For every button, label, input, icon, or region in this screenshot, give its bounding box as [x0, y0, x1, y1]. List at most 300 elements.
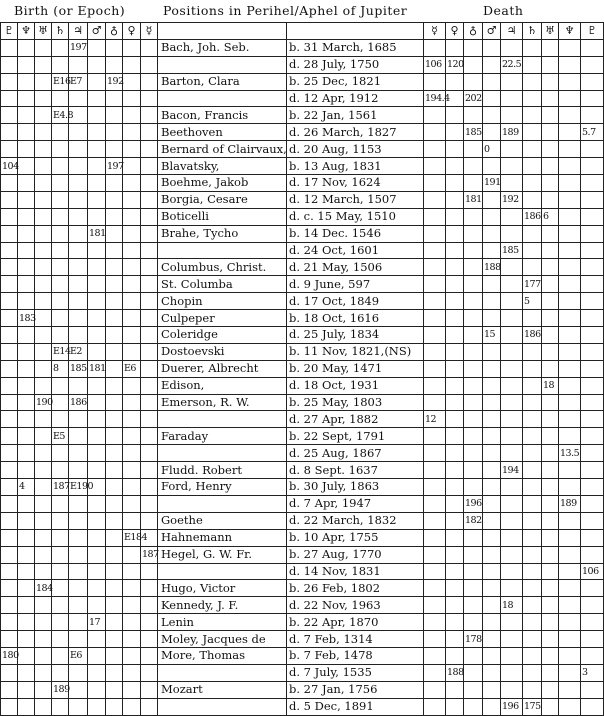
person-name: Bacon, Francis — [158, 107, 287, 124]
person-name: Mozart — [158, 681, 287, 698]
birth-position-cell — [18, 242, 35, 259]
death-position-cell — [483, 56, 501, 73]
death-position-cell: 188 — [446, 664, 464, 681]
death-position-cell — [501, 343, 523, 360]
birth-position-cell — [106, 225, 123, 242]
birth-position-cell — [69, 580, 88, 597]
birth-position-cell — [88, 529, 106, 546]
birth-position-cell — [69, 546, 88, 563]
birth-position-cell — [123, 479, 141, 496]
birth-position-cell — [18, 580, 35, 597]
birth-position-cell — [141, 327, 158, 344]
birth-position-cell — [123, 56, 141, 73]
death-position-cell — [483, 158, 501, 175]
jupiter-icon: ♃ — [69, 23, 88, 40]
birth-position-cell — [123, 107, 141, 124]
death-position-cell — [559, 225, 581, 242]
death-position-cell — [464, 141, 483, 158]
birth-position-cell — [35, 158, 52, 175]
person-name: Boehme, Jakob — [158, 175, 287, 192]
death-position-cell — [446, 225, 464, 242]
birth-position-cell — [69, 191, 88, 208]
table-row — [1, 124, 604, 141]
death-position-cell — [446, 377, 464, 394]
table-row — [1, 90, 604, 107]
birth-position-cell — [141, 631, 158, 648]
birth-position-cell — [52, 141, 69, 158]
birth-position-cell — [35, 614, 52, 631]
event-date: d. 20 Aug, 1153 — [287, 141, 424, 158]
death-position-cell — [483, 343, 501, 360]
birth-position-cell — [18, 428, 35, 445]
death-position-cell — [424, 631, 446, 648]
birth-position-cell: 17 — [88, 614, 106, 631]
death-position-cell: 5 — [523, 293, 542, 310]
birth-position-cell — [69, 259, 88, 276]
death-position-cell — [483, 73, 501, 90]
death-position-cell: 185 — [464, 124, 483, 141]
birth-position-cell — [1, 124, 18, 141]
death-position-cell — [424, 208, 446, 225]
death-position-cell — [424, 614, 446, 631]
birth-position-cell — [52, 614, 69, 631]
birth-position-cell — [123, 631, 141, 648]
birth-position-cell: 4 — [18, 479, 35, 496]
birth-position-cell — [1, 664, 18, 681]
birth-position-cell — [52, 563, 69, 580]
death-position-cell — [483, 529, 501, 546]
table-row — [1, 681, 604, 698]
death-position-cell — [424, 124, 446, 141]
birth-position-cell — [123, 73, 141, 90]
birth-position-cell — [69, 563, 88, 580]
birth-position-cell — [18, 664, 35, 681]
person-name: Boticelli — [158, 208, 287, 225]
death-position-cell: 3 — [581, 664, 604, 681]
birth-position-cell — [1, 428, 18, 445]
event-date: d. 7 July, 1535 — [287, 664, 424, 681]
birth-position-cell — [35, 208, 52, 225]
death-position-cell — [483, 563, 501, 580]
birth-position-cell — [106, 343, 123, 360]
birth-position-cell — [18, 698, 35, 715]
event-date: d. 28 July, 1750 — [287, 56, 424, 73]
event-date: d. 25 July, 1834 — [287, 327, 424, 344]
birth-position-cell — [1, 462, 18, 479]
birth-position-cell — [1, 394, 18, 411]
death-position-cell — [446, 191, 464, 208]
birth-position-cell — [18, 529, 35, 546]
birth-position-cell — [18, 327, 35, 344]
birth-position-cell — [18, 259, 35, 276]
birth-position-cell — [52, 647, 69, 664]
person-name: Chopin — [158, 293, 287, 310]
death-position-cell — [559, 310, 581, 327]
table-row — [1, 293, 604, 310]
death-position-cell — [501, 310, 523, 327]
birth-position-cell — [35, 411, 52, 428]
event-date: b. 14 Dec. 1546 — [287, 225, 424, 242]
event-date: b. 10 Apr, 1755 — [287, 529, 424, 546]
birth-position-cell — [141, 681, 158, 698]
birth-position-cell — [106, 529, 123, 546]
death-position-cell: 22.5 — [501, 56, 523, 73]
death-position-cell — [501, 681, 523, 698]
death-position-cell — [501, 90, 523, 107]
death-position-cell — [464, 563, 483, 580]
birth-position-cell — [18, 445, 35, 462]
birth-position-cell: E16 — [52, 73, 69, 90]
death-position-cell — [523, 614, 542, 631]
death-position-cell — [446, 462, 464, 479]
death-position-cell — [446, 681, 464, 698]
death-position-cell — [501, 158, 523, 175]
birth-position-cell — [141, 175, 158, 192]
birth-position-cell — [69, 529, 88, 546]
death-position-cell: 0 — [483, 141, 501, 158]
death-position-cell — [446, 73, 464, 90]
birth-position-cell — [1, 479, 18, 496]
death-position-cell — [542, 141, 559, 158]
birth-position-cell — [52, 664, 69, 681]
birth-position-cell — [35, 124, 52, 141]
death-position-cell — [501, 546, 523, 563]
birth-position-cell — [1, 276, 18, 293]
death-position-cell — [483, 124, 501, 141]
birth-position-cell — [106, 546, 123, 563]
birth-position-cell: 192 — [106, 73, 123, 90]
death-position-cell — [424, 698, 446, 715]
death-position-cell — [483, 512, 501, 529]
birth-position-cell — [141, 259, 158, 276]
death-position-cell — [581, 259, 604, 276]
death-position-cell — [464, 276, 483, 293]
death-position-cell — [523, 377, 542, 394]
death-position-cell — [464, 428, 483, 445]
death-position-cell — [542, 698, 559, 715]
birth-position-cell — [1, 631, 18, 648]
death-position-cell — [581, 631, 604, 648]
event-date: b. 18 Oct, 1616 — [287, 310, 424, 327]
death-position-cell — [483, 107, 501, 124]
death-position-cell — [483, 445, 501, 462]
person-name — [158, 90, 287, 107]
death-position-cell — [523, 343, 542, 360]
death-position-cell — [424, 73, 446, 90]
pluto-icon: ♇ — [1, 23, 18, 40]
death-position-cell — [446, 614, 464, 631]
death-position-cell — [464, 445, 483, 462]
death-position-cell — [581, 698, 604, 715]
birth-position-cell — [18, 377, 35, 394]
death-position-cell — [523, 360, 542, 377]
person-name: Duerer, Albrecht — [158, 360, 287, 377]
birth-position-cell — [52, 124, 69, 141]
death-position-cell — [501, 614, 523, 631]
birth-position-cell — [123, 293, 141, 310]
death-position-cell: 18 — [542, 377, 559, 394]
birth-position-cell — [106, 327, 123, 344]
birth-position-cell — [18, 90, 35, 107]
death-position-cell — [483, 276, 501, 293]
death-position-cell — [424, 39, 446, 56]
birth-position-cell — [106, 124, 123, 141]
death-position-cell — [464, 462, 483, 479]
birth-position-cell — [88, 259, 106, 276]
table-row — [1, 580, 604, 597]
death-position-cell — [464, 479, 483, 496]
table-row — [1, 512, 604, 529]
death-position-cell — [542, 56, 559, 73]
birth-position-cell — [106, 580, 123, 597]
birth-position-cell — [35, 445, 52, 462]
event-date: b. 11 Nov, 1821,(NS) — [287, 343, 424, 360]
death-position-cell: 194 — [501, 462, 523, 479]
birth-position-cell — [18, 462, 35, 479]
birth-position-cell — [1, 39, 18, 56]
event-date: d. 9 June, 597 — [287, 276, 424, 293]
birth-position-cell — [123, 411, 141, 428]
birth-position-cell — [106, 90, 123, 107]
table-row — [1, 225, 604, 242]
birth-position-cell: 8 — [52, 360, 69, 377]
birth-position-cell — [69, 445, 88, 462]
birth-position-cell — [1, 512, 18, 529]
birth-position-cell: 180 — [1, 647, 18, 664]
birth-position-cell — [106, 276, 123, 293]
event-date: d. 21 May, 1506 — [287, 259, 424, 276]
event-date: b. 22 Sept, 1791 — [287, 428, 424, 445]
birth-position-cell — [88, 107, 106, 124]
death-position-cell — [501, 276, 523, 293]
birth-position-cell — [106, 411, 123, 428]
death-position-cell — [424, 327, 446, 344]
birth-position-cell — [141, 394, 158, 411]
birth-position-cell — [69, 698, 88, 715]
death-position-cell — [501, 141, 523, 158]
death-position-cell — [581, 411, 604, 428]
birth-position-cell — [141, 39, 158, 56]
death-position-cell — [483, 664, 501, 681]
birth-position-cell — [35, 563, 52, 580]
death-position-cell — [581, 175, 604, 192]
table-row — [1, 360, 604, 377]
death-position-cell — [464, 242, 483, 259]
birth-position-cell — [52, 445, 69, 462]
birth-position-cell — [106, 242, 123, 259]
death-position-cell: 189 — [501, 124, 523, 141]
death-position-cell — [483, 698, 501, 715]
death-position-cell — [446, 242, 464, 259]
birth-position-cell — [18, 225, 35, 242]
death-position-cell — [581, 242, 604, 259]
birth-position-cell — [88, 39, 106, 56]
birth-position-cell — [141, 343, 158, 360]
birth-position-cell — [123, 512, 141, 529]
death-position-cell — [581, 225, 604, 242]
birth-position-cell — [35, 360, 52, 377]
death-position-cell — [446, 107, 464, 124]
birth-position-cell — [18, 411, 35, 428]
person-name: Borgia, Cesare — [158, 191, 287, 208]
birth-position-cell — [141, 698, 158, 715]
birth-position-cell — [52, 698, 69, 715]
death-position-cell — [523, 107, 542, 124]
death-position-cell: 106 — [581, 563, 604, 580]
death-position-cell — [559, 529, 581, 546]
death-position-cell — [542, 242, 559, 259]
death-position-cell — [424, 343, 446, 360]
death-position-cell — [464, 225, 483, 242]
birth-position-cell — [88, 377, 106, 394]
birth-position-cell — [69, 225, 88, 242]
earth-icon: ♁ — [464, 23, 483, 40]
death-position-cell — [581, 191, 604, 208]
death-position-cell — [501, 327, 523, 344]
birth-position-cell — [52, 175, 69, 192]
table-row — [1, 107, 604, 124]
birth-position-cell — [69, 293, 88, 310]
death-position-cell — [581, 614, 604, 631]
death-position-cell — [464, 360, 483, 377]
birth-position-cell — [18, 276, 35, 293]
birth-position-cell — [52, 411, 69, 428]
person-name: Kennedy, J. F. — [158, 597, 287, 614]
death-position-cell — [446, 293, 464, 310]
death-position-cell — [523, 191, 542, 208]
table-row — [1, 56, 604, 73]
death-position-cell — [464, 175, 483, 192]
table-row — [1, 631, 604, 648]
birth-position-cell — [1, 597, 18, 614]
death-position-cell — [446, 39, 464, 56]
birth-position-cell — [106, 664, 123, 681]
person-name: Edison, — [158, 377, 287, 394]
saturn-icon: ♄ — [52, 23, 69, 40]
person-name: Goethe — [158, 512, 287, 529]
table-body — [1, 23, 604, 716]
birth-position-cell — [106, 698, 123, 715]
death-position-cell — [523, 394, 542, 411]
birth-position-cell — [35, 681, 52, 698]
birth-position-cell — [18, 107, 35, 124]
death-position-cell — [542, 327, 559, 344]
birth-position-cell — [1, 225, 18, 242]
death-position-cell — [483, 191, 501, 208]
table-row — [1, 394, 604, 411]
death-position-cell — [581, 310, 604, 327]
birth-position-cell — [1, 411, 18, 428]
death-position-cell — [446, 512, 464, 529]
event-date: b. 26 Feb, 1802 — [287, 580, 424, 597]
table-row — [1, 73, 604, 90]
birth-position-cell — [35, 664, 52, 681]
birth-position-cell — [52, 158, 69, 175]
death-position-cell — [424, 681, 446, 698]
birth-position-cell — [52, 462, 69, 479]
death-position-cell — [424, 377, 446, 394]
birth-position-cell — [18, 293, 35, 310]
birth-position-cell — [35, 225, 52, 242]
venus-icon: ♀ — [446, 23, 464, 40]
event-date: d. 8 Sept. 1637 — [287, 462, 424, 479]
birth-position-cell — [35, 259, 52, 276]
person-name: Beethoven — [158, 124, 287, 141]
death-position-cell — [581, 39, 604, 56]
event-date: d. 22 March, 1832 — [287, 512, 424, 529]
birth-position-cell — [106, 360, 123, 377]
table-row — [1, 647, 604, 664]
death-position-cell — [464, 546, 483, 563]
birth-position-cell — [69, 631, 88, 648]
death-position-cell — [523, 647, 542, 664]
birth-position-cell — [123, 259, 141, 276]
person-name: Dostoevski — [158, 343, 287, 360]
death-position-cell — [424, 512, 446, 529]
birth-position-cell — [106, 141, 123, 158]
birth-position-cell — [88, 191, 106, 208]
birth-position-cell — [52, 208, 69, 225]
birth-position-cell — [18, 175, 35, 192]
death-position-cell — [581, 394, 604, 411]
death-position-cell — [581, 445, 604, 462]
death-position-cell — [424, 259, 446, 276]
death-position-cell — [483, 681, 501, 698]
event-date: d. 24 Oct, 1601 — [287, 242, 424, 259]
birth-position-cell — [1, 580, 18, 597]
birth-position-cell: E7 — [69, 73, 88, 90]
death-position-cell — [581, 377, 604, 394]
person-name — [158, 664, 287, 681]
birth-position-cell — [88, 428, 106, 445]
birth-position-cell — [141, 647, 158, 664]
birth-position-cell — [123, 242, 141, 259]
birth-position-cell — [1, 563, 18, 580]
death-position-cell — [424, 175, 446, 192]
event-date: b. 25 Dec, 1821 — [287, 73, 424, 90]
death-position-cell — [446, 597, 464, 614]
birth-position-cell — [141, 73, 158, 90]
birth-position-cell — [1, 495, 18, 512]
death-position-cell — [424, 462, 446, 479]
birth-position-cell — [52, 529, 69, 546]
death-position-cell — [501, 631, 523, 648]
birth-position-cell — [35, 276, 52, 293]
death-position-cell — [424, 141, 446, 158]
birth-position-cell — [69, 141, 88, 158]
death-position-cell — [542, 259, 559, 276]
death-position-cell — [523, 39, 542, 56]
death-position-cell: 202 — [464, 90, 483, 107]
birth-position-cell — [1, 242, 18, 259]
table-row — [1, 462, 604, 479]
birth-position-cell — [35, 242, 52, 259]
birth-position-cell: 183 — [18, 310, 35, 327]
birth-position-cell: 184 — [35, 580, 52, 597]
birth-position-cell — [35, 512, 52, 529]
death-position-cell — [559, 563, 581, 580]
death-position-cell — [559, 242, 581, 259]
birth-position-cell — [141, 107, 158, 124]
table-row — [1, 377, 604, 394]
birth-position-cell — [141, 428, 158, 445]
death-position-cell — [424, 445, 446, 462]
birth-position-cell — [141, 597, 158, 614]
death-position-cell — [483, 597, 501, 614]
birth-position-cell — [52, 394, 69, 411]
birth-position-cell — [88, 276, 106, 293]
death-position-cell — [542, 563, 559, 580]
